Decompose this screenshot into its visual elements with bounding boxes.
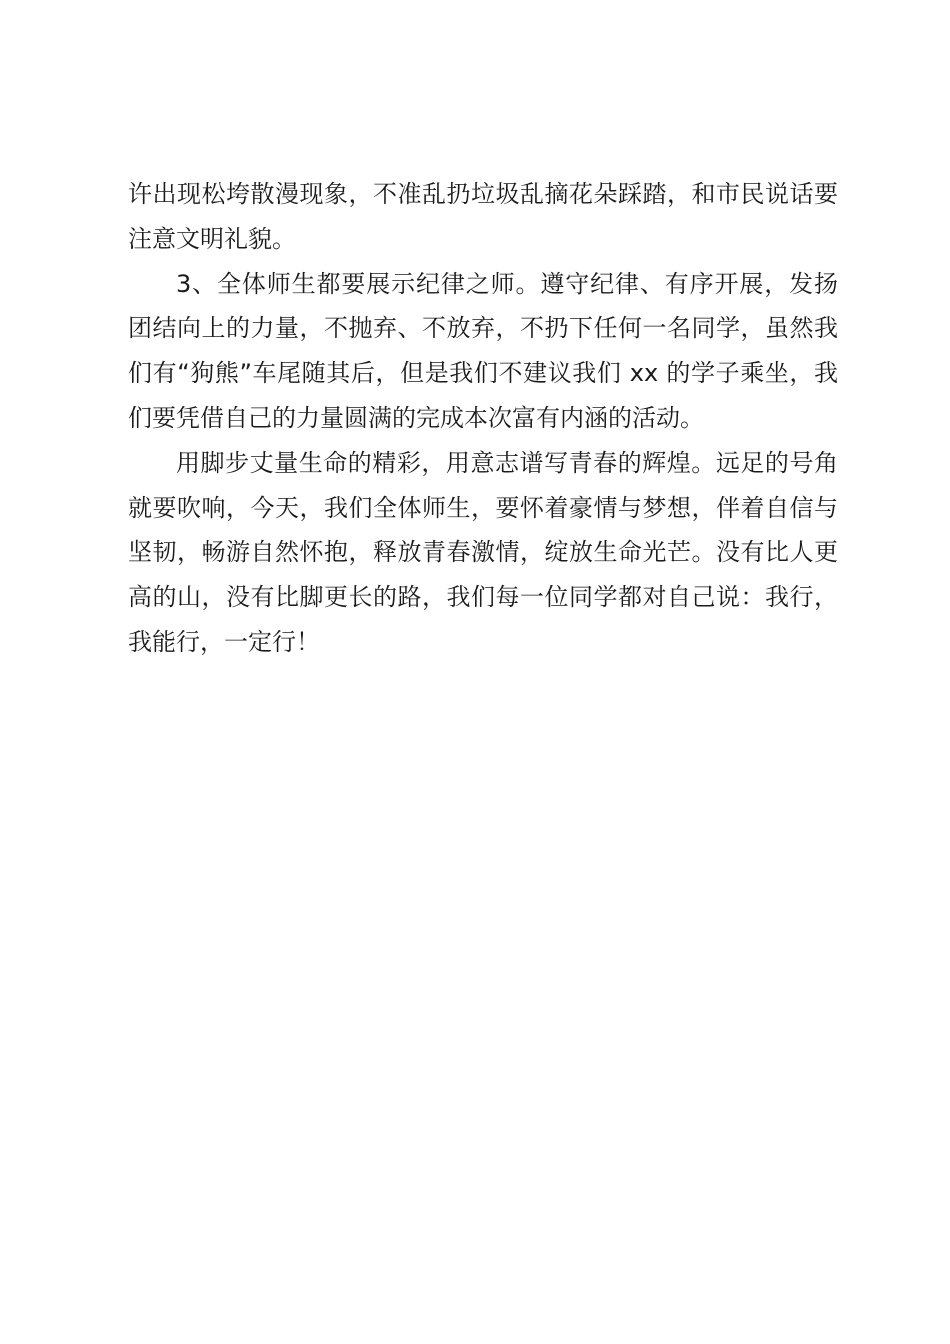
paragraph-1: 许出现松垮散漫现象，不准乱扔垃圾乱摘花朵踩踏，和市民说话要注意文明礼貌。	[128, 180, 838, 253]
paragraph-3: 用脚步丈量生命的精彩，用意志谱写青春的辉煌。远足的号角就要吹响，今天，我们全体师生，要怀着豪情与梦想，伴着自信与坚韧，畅游自然怀抱，释放青春激情，绽放生命光芒。没有比人更高的山，没有比脚更长的路，我们每一位同学都对自己说：我行，我能行，一定行！	[128, 448, 838, 656]
paragraph-2: 3、全体师生都要展示纪律之师。遵守纪律、有序开展，发扬团结向上的力量，不抛弃、不放弃，不扔下任何一名同学，虽然我们有“狗熊”车尾随其后，但是我们不建议我们 xx 的学子乘坐，我们要凭借自己的力量圆满的完成本次富有内涵的活动。	[128, 269, 838, 432]
document-body	[128, 172, 838, 665]
